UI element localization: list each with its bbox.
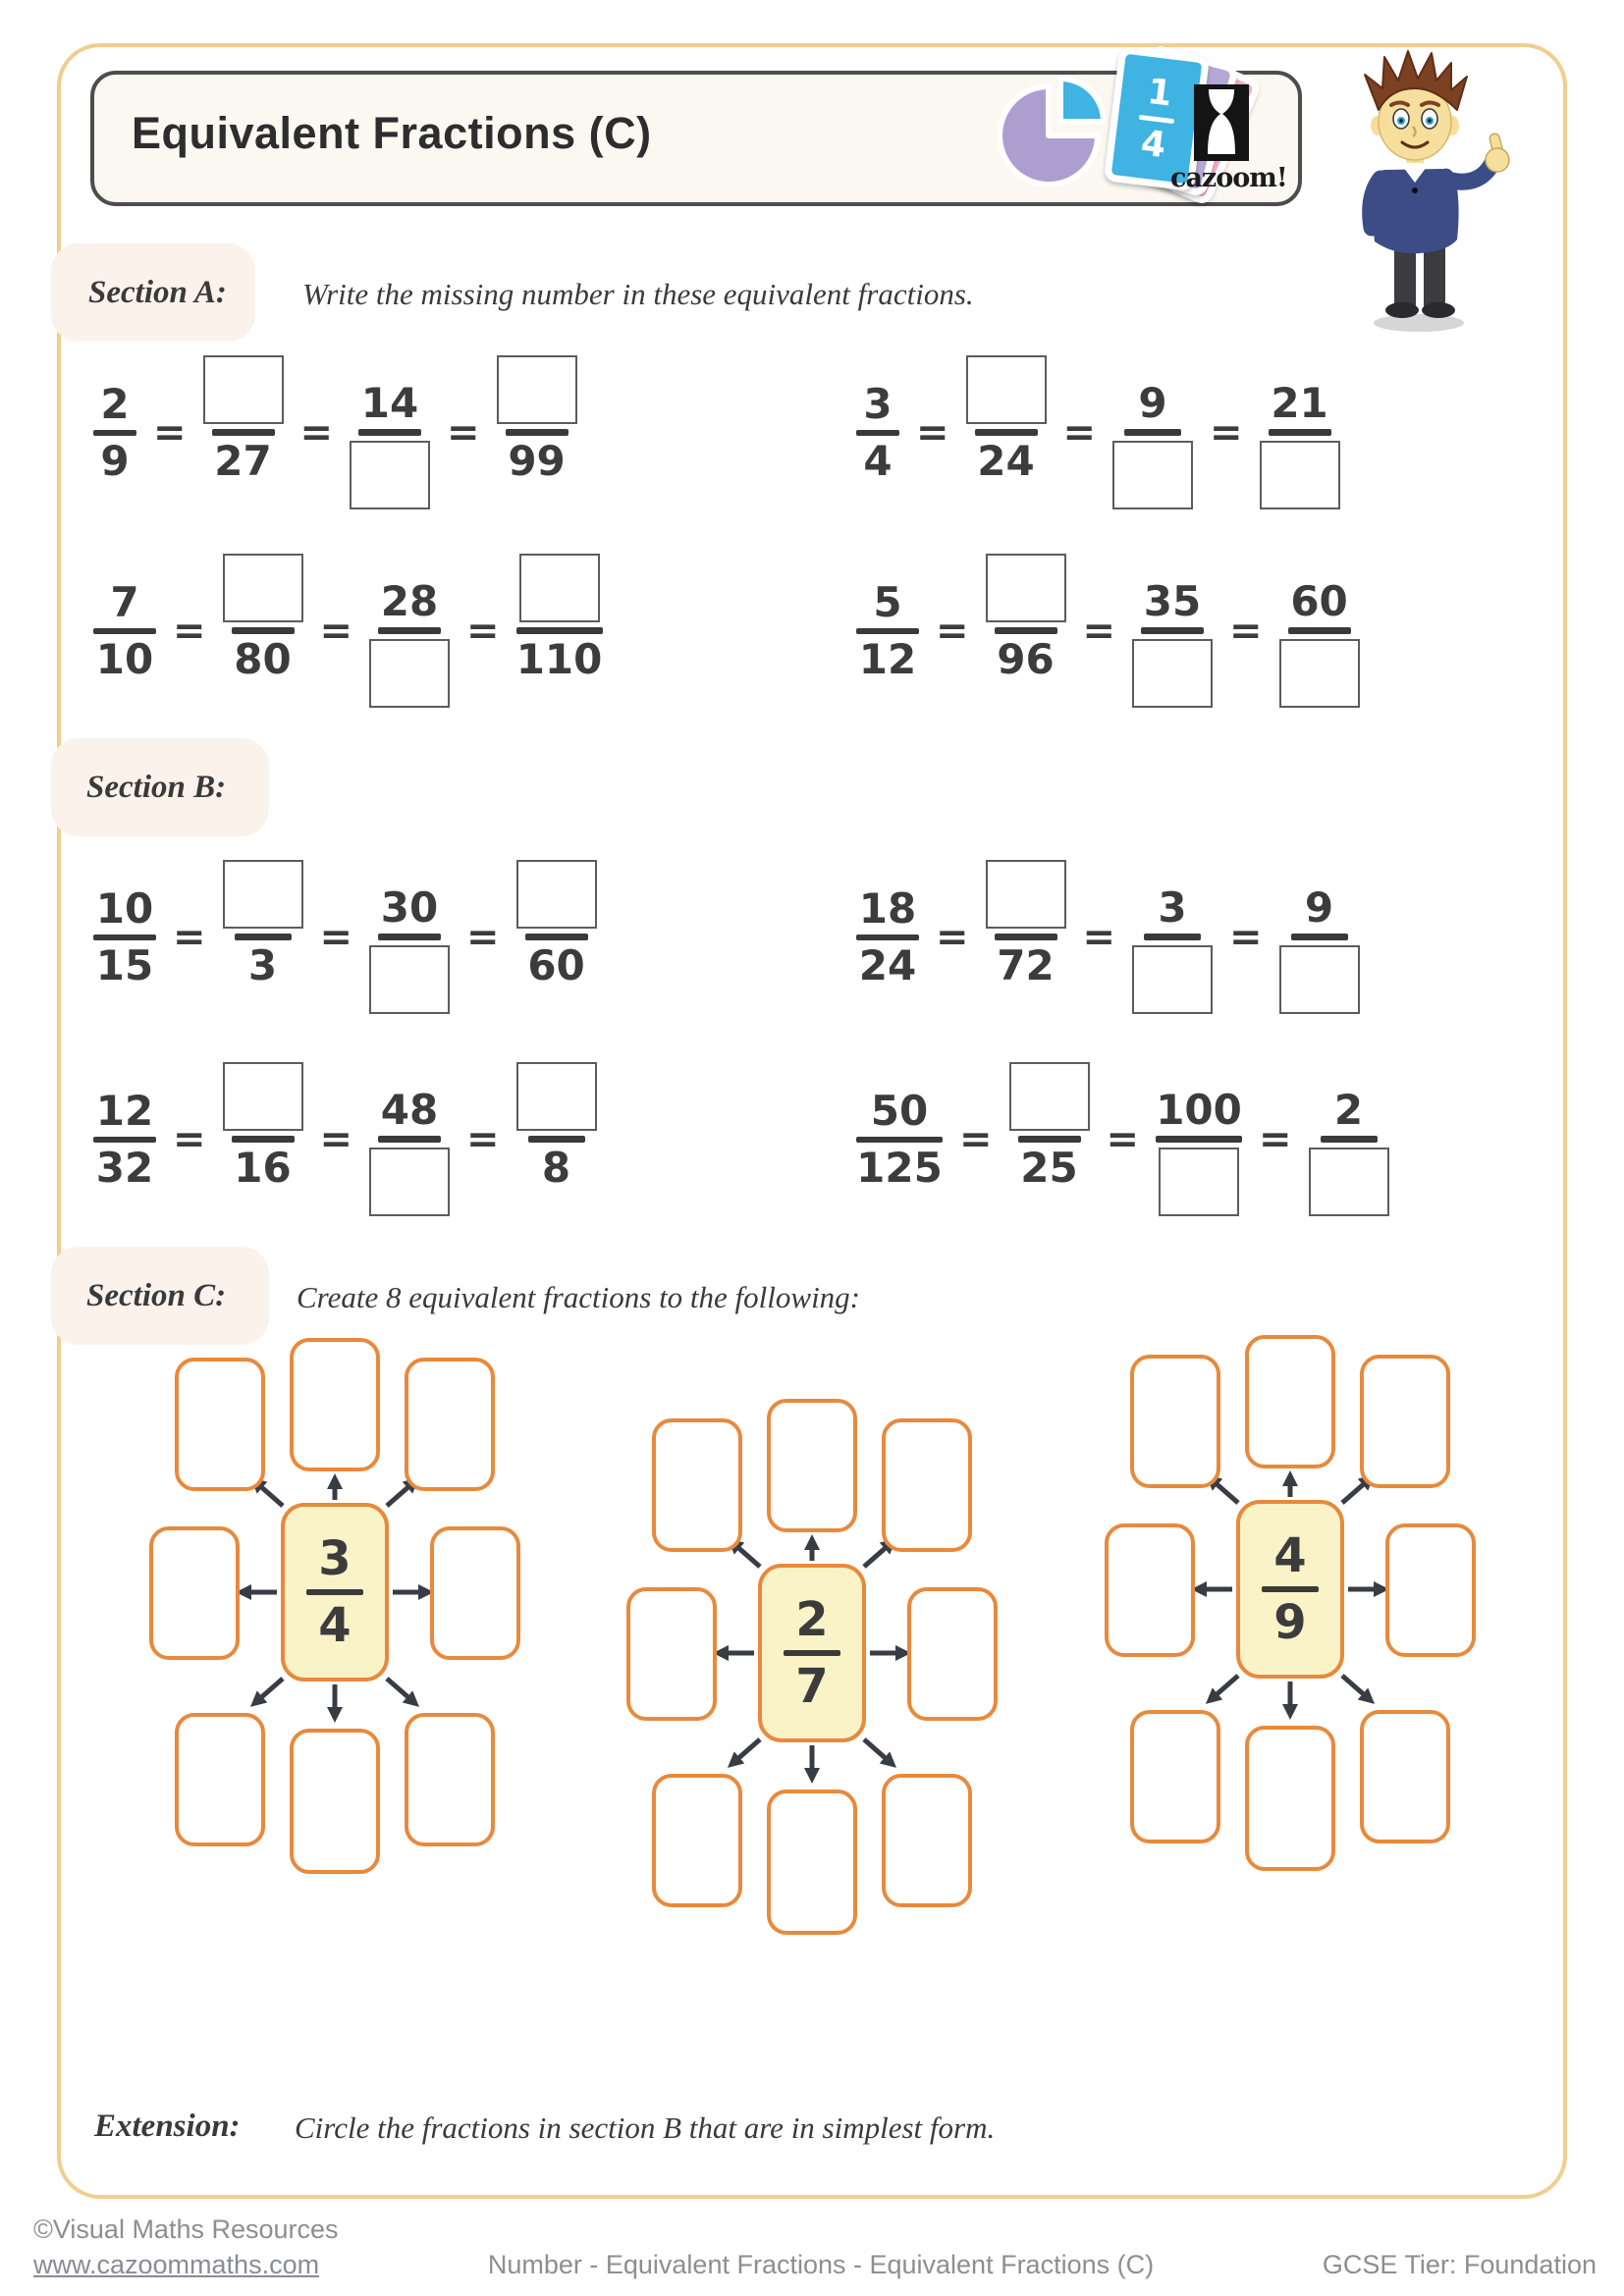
numerator [497, 351, 577, 424]
fraction-number: 72 [997, 941, 1055, 989]
fraction-number: 4 [1273, 1527, 1307, 1583]
numerator [870, 1059, 929, 1135]
answer-box [1309, 1148, 1389, 1216]
numerator [1333, 1058, 1364, 1134]
numerator [380, 550, 439, 625]
given-fraction [1236, 1500, 1344, 1679]
equals-sign: = [319, 608, 353, 654]
fraction-bar [93, 934, 156, 940]
fraction [516, 1058, 597, 1220]
equals-sign: = [1082, 608, 1116, 654]
equals-sign: = [319, 1116, 353, 1162]
given-fraction [281, 1503, 389, 1682]
fraction-number: 28 [380, 577, 439, 625]
denominator [508, 437, 566, 513]
fraction-number: 30 [380, 883, 439, 932]
fraction-bar [975, 429, 1038, 436]
equivalence-chain [93, 550, 603, 712]
answer-box [519, 554, 600, 622]
fraction-bar [93, 430, 136, 436]
fraction-bar [995, 934, 1057, 940]
equivalent-fraction-box [149, 1526, 240, 1660]
denominator [369, 639, 450, 712]
numerator [380, 1058, 439, 1134]
numerator [1271, 351, 1328, 427]
fraction-bar [1269, 429, 1331, 436]
denominator [234, 1144, 292, 1220]
denominator [856, 1143, 943, 1220]
denominator [527, 941, 585, 1018]
given-fraction [758, 1564, 866, 1742]
fraction [856, 352, 899, 513]
denominator [95, 634, 154, 712]
numerator [110, 551, 139, 626]
fraction-number: 7 [110, 577, 139, 626]
equals-sign: = [1082, 914, 1116, 960]
fraction-bar [506, 429, 568, 436]
fraction-number: 14 [360, 379, 419, 427]
numerator [95, 1059, 154, 1135]
answer-box [497, 355, 577, 424]
numerator [380, 856, 439, 932]
fraction-number: 96 [997, 635, 1055, 683]
denominator [858, 634, 917, 712]
equivalent-fraction-box [175, 1713, 265, 1846]
equivalent-fraction-box [1245, 1726, 1335, 1871]
fraction-row [0, 351, 1624, 514]
equivalent-fraction-box [430, 1526, 520, 1660]
fraction-number: 12 [95, 1086, 154, 1135]
denominator [1279, 639, 1360, 712]
equals-sign: = [299, 409, 334, 455]
answer-box [223, 554, 303, 622]
spider-diagram [583, 1399, 1041, 2027]
fraction [856, 1059, 943, 1220]
fraction-number: 9 [1138, 379, 1167, 427]
numerator [100, 352, 130, 428]
card-fraction-bar [1139, 114, 1174, 123]
equivalent-fraction-box [1245, 1335, 1335, 1468]
fraction [966, 351, 1047, 513]
equals-sign: = [936, 914, 969, 960]
answer-box [223, 1062, 303, 1131]
equivalent-fraction-box [1130, 1355, 1220, 1488]
equivalence-chain [93, 1058, 597, 1220]
fraction-row [0, 1058, 1624, 1221]
answer-box [1159, 1148, 1239, 1216]
section-a-instruction: Write the missing number in these equivalent fractions. [302, 277, 974, 311]
fraction-number: 24 [858, 940, 917, 989]
fraction-number: 3 [247, 941, 278, 989]
fraction-bar [378, 934, 441, 940]
fraction-number: 9 [1273, 1595, 1307, 1650]
fraction-bar [1288, 627, 1351, 634]
denominator [350, 441, 430, 513]
equals-sign: = [173, 608, 206, 654]
card-numerator: 1 [1145, 71, 1175, 115]
answer-box [1132, 639, 1213, 708]
equivalence-chain [856, 1058, 1389, 1220]
fraction-number: 110 [515, 635, 603, 683]
numerator [966, 351, 1047, 424]
answer-box [986, 554, 1066, 622]
answer-box [966, 355, 1047, 424]
numerator [519, 550, 600, 622]
answer-box [1260, 441, 1340, 509]
equals-sign: = [173, 1116, 206, 1162]
fraction-bar [525, 934, 588, 940]
numerator [1138, 351, 1167, 427]
equals-sign: = [916, 409, 949, 455]
equivalent-fraction-box [767, 1789, 857, 1935]
equivalence-chain [856, 550, 1360, 712]
denominator [858, 940, 917, 1018]
numerator [1158, 856, 1187, 932]
fraction-bar [856, 934, 919, 940]
fraction [1260, 351, 1340, 513]
equivalent-fraction-box [1360, 1710, 1450, 1843]
fraction [856, 857, 919, 1018]
answer-box [369, 639, 450, 708]
equivalent-fraction-box [290, 1338, 380, 1471]
equivalent-fraction-box [652, 1418, 742, 1552]
denominator [100, 436, 130, 513]
equals-sign: = [447, 409, 480, 455]
equals-sign: = [153, 409, 187, 455]
section-b-label: Section B: [86, 770, 227, 805]
fraction-bar [995, 627, 1057, 634]
equals-sign: = [466, 608, 500, 654]
fraction-number: 4 [863, 436, 893, 485]
equivalent-fraction-box [767, 1399, 857, 1532]
answer-box [369, 945, 450, 1014]
fraction [350, 351, 430, 513]
fraction-number: 16 [234, 1144, 292, 1192]
fraction [1279, 856, 1360, 1018]
answer-box [1009, 1062, 1090, 1131]
equivalent-fraction-box [882, 1774, 972, 1907]
fraction-number: 60 [527, 941, 585, 989]
fraction-number: 10 [95, 634, 154, 683]
answer-box [1112, 441, 1193, 509]
denominator [997, 635, 1055, 712]
fraction [93, 857, 156, 1018]
numerator [223, 1058, 303, 1131]
page-title: Equivalent Fractions (C) [132, 108, 652, 158]
fraction-number: 25 [1020, 1144, 1078, 1192]
fraction-bar [378, 1136, 441, 1143]
fraction-number: 18 [858, 883, 917, 933]
fraction-bar [235, 934, 292, 940]
fraction [1279, 550, 1360, 712]
numerator [986, 550, 1066, 622]
numerator [858, 857, 917, 933]
fraction-bar [1291, 934, 1348, 940]
fraction-number: 125 [856, 1143, 943, 1192]
fraction-number: 5 [873, 577, 902, 626]
denominator [1112, 441, 1193, 513]
equals-sign: = [319, 914, 353, 960]
fraction-bar [232, 627, 295, 634]
equivalence-chain [856, 351, 1340, 513]
fraction-bar [1262, 1586, 1319, 1592]
fraction [93, 352, 136, 513]
extension-label: Extension: [94, 2109, 241, 2144]
fraction [369, 1058, 450, 1220]
equivalent-fraction-box [652, 1774, 742, 1907]
equivalent-fraction-box [626, 1587, 717, 1721]
numerator [1143, 550, 1202, 625]
fraction-number: 4 [318, 1598, 352, 1653]
equivalent-fraction-box [1360, 1355, 1450, 1488]
fraction [1132, 856, 1213, 1018]
fraction-number: 2 [1333, 1086, 1364, 1134]
equivalent-fraction-box [907, 1587, 998, 1721]
denominator [1260, 441, 1340, 513]
footer-row [33, 2250, 1597, 2280]
fraction [1112, 351, 1193, 513]
fraction [93, 1059, 156, 1220]
spider-diagram [106, 1338, 564, 1966]
fraction-number: 27 [214, 437, 272, 485]
fraction-number: 9 [100, 436, 130, 485]
numerator [1304, 856, 1334, 932]
footer-website-link[interactable]: www.cazoommaths.com [33, 2250, 320, 2279]
fraction [1309, 1058, 1389, 1220]
fraction-bar [358, 429, 421, 436]
numerator [1156, 1058, 1242, 1134]
answer-box [516, 1062, 597, 1131]
fraction-number: 24 [977, 437, 1035, 485]
fraction-bar [1144, 934, 1201, 940]
equivalent-fraction-box [882, 1418, 972, 1552]
denominator [369, 1148, 450, 1220]
section-a-label: Section A: [88, 275, 227, 310]
fraction-bar [93, 1137, 156, 1143]
fraction-number: 99 [508, 437, 566, 485]
extension-instruction: Circle the fractions in section B that are in simplest form. [295, 2110, 996, 2145]
numerator [203, 351, 284, 424]
fraction-number: 3 [863, 379, 893, 428]
fraction-number: 2 [100, 379, 130, 428]
answer-box [516, 860, 597, 929]
section-c-label: Section C: [86, 1278, 227, 1313]
equals-sign: = [1229, 608, 1263, 654]
answer-box [369, 1148, 450, 1216]
numerator [863, 352, 893, 428]
fraction-number: 10 [95, 883, 154, 933]
numerator [516, 1058, 597, 1131]
numerator [986, 856, 1066, 929]
numerator [873, 551, 902, 626]
fraction [203, 351, 284, 513]
equivalent-fraction-box [1385, 1523, 1476, 1657]
denominator [515, 635, 603, 712]
denominator [541, 1144, 571, 1220]
fraction-number: 7 [795, 1659, 829, 1714]
fraction-number: 60 [1290, 577, 1348, 625]
fraction-number: 50 [870, 1086, 929, 1135]
fraction-bar [306, 1589, 363, 1595]
equals-sign: = [1259, 1116, 1292, 1162]
fraction-number: 100 [1156, 1086, 1242, 1134]
numerator [1009, 1058, 1090, 1131]
numerator [360, 351, 419, 427]
denominator [95, 940, 154, 1018]
logo-text: cazoom! [1170, 163, 1287, 193]
fraction-bar [232, 1136, 295, 1143]
denominator [214, 437, 272, 513]
denominator [247, 941, 278, 1018]
fraction-bar [1321, 1136, 1378, 1143]
equivalence-chain [856, 856, 1360, 1018]
equals-sign: = [936, 608, 969, 654]
fraction [516, 856, 597, 1018]
equivalence-chain [93, 351, 577, 513]
footer-center-text: Number - Equivalent Fractions - Equivalent Fractions (C) [487, 2250, 1155, 2279]
denominator [1132, 639, 1213, 712]
answer-box [223, 860, 303, 929]
numerator [1290, 550, 1348, 625]
fraction-bar [516, 627, 603, 634]
fraction-number: 32 [95, 1143, 154, 1192]
footer-copyright: ©Visual Maths Resources [33, 2215, 339, 2244]
fraction-bar [212, 429, 275, 436]
answer-box [1132, 945, 1213, 1014]
equivalent-fraction-box [290, 1729, 380, 1874]
fraction-bar [856, 1137, 943, 1143]
fraction-number: 35 [1143, 577, 1202, 625]
equals-sign: = [1106, 1116, 1140, 1162]
fraction-bar [1124, 429, 1181, 436]
fraction [516, 550, 603, 712]
equivalent-fraction-box [405, 1713, 495, 1846]
numerator [516, 856, 597, 929]
denominator [1020, 1144, 1078, 1220]
card-denominator: 4 [1138, 122, 1168, 166]
answer-box [350, 441, 430, 509]
denominator [1132, 945, 1213, 1018]
goblet-icon [1194, 84, 1249, 161]
spider-diagram [1061, 1335, 1519, 1963]
equivalent-fraction-box [405, 1358, 495, 1491]
denominator [863, 436, 893, 513]
answer-box [1279, 639, 1360, 708]
fraction [369, 550, 450, 712]
fraction-row [0, 550, 1624, 713]
denominator [977, 437, 1035, 513]
fraction-bar [528, 1136, 585, 1143]
fraction-number: 48 [380, 1086, 439, 1134]
fraction-number: 80 [234, 635, 292, 683]
denominator [95, 1143, 154, 1220]
fraction [223, 1058, 303, 1220]
fraction [986, 856, 1066, 1018]
fraction-number: 15 [95, 940, 154, 989]
fraction-number: 12 [858, 634, 917, 683]
fraction-bar [93, 628, 156, 634]
fraction-number: 9 [1304, 883, 1334, 932]
numerator [95, 857, 154, 933]
fraction-row [0, 856, 1624, 1019]
cartoon-boy-mascot [1318, 47, 1548, 337]
fraction-number: 21 [1271, 379, 1328, 427]
fraction-bar [856, 430, 899, 436]
fraction-number: 8 [541, 1144, 571, 1192]
fraction-bar [1156, 1136, 1242, 1143]
denominator [234, 635, 292, 712]
equals-sign: = [466, 914, 500, 960]
equivalence-chain [93, 856, 597, 1018]
fraction-bar [378, 627, 441, 634]
fraction [986, 550, 1066, 712]
fraction-number: 2 [795, 1591, 829, 1647]
denominator [369, 945, 450, 1018]
numerator [223, 856, 303, 929]
equals-sign: = [466, 1116, 500, 1162]
section-c-instruction: Create 8 equivalent fractions to the following: [297, 1280, 860, 1314]
denominator [1309, 1148, 1389, 1220]
equivalent-fraction-box [175, 1358, 265, 1491]
denominator [1279, 945, 1360, 1018]
fraction [93, 551, 156, 712]
denominator [997, 941, 1055, 1018]
fraction-bar [784, 1650, 840, 1656]
fraction-bar [1141, 627, 1204, 634]
footer-tier: GCSE Tier: Foundation [1322, 2250, 1597, 2279]
equals-sign: = [1210, 409, 1243, 455]
cazoom-logo [1170, 84, 1287, 193]
fraction [223, 856, 303, 1018]
fraction [369, 856, 450, 1018]
answer-box [986, 860, 1066, 929]
fraction-bar [856, 628, 919, 634]
equals-sign: = [1062, 409, 1097, 455]
equivalent-fraction-box [1105, 1523, 1195, 1657]
answer-box [1279, 945, 1360, 1014]
equals-sign: = [959, 1116, 993, 1162]
fraction-number: 3 [318, 1530, 352, 1586]
equivalent-fraction-box [1130, 1710, 1220, 1843]
fraction-number: 3 [1158, 883, 1187, 932]
fraction [856, 551, 919, 712]
equals-sign: = [1229, 914, 1263, 960]
fraction [1009, 1058, 1090, 1220]
equals-sign: = [173, 914, 206, 960]
fraction [1132, 550, 1213, 712]
fraction [497, 351, 577, 513]
fraction [1156, 1058, 1242, 1220]
fraction-bar [1018, 1136, 1081, 1143]
denominator [1159, 1148, 1239, 1220]
fraction [223, 550, 303, 712]
numerator [223, 550, 303, 622]
answer-box [203, 355, 284, 424]
